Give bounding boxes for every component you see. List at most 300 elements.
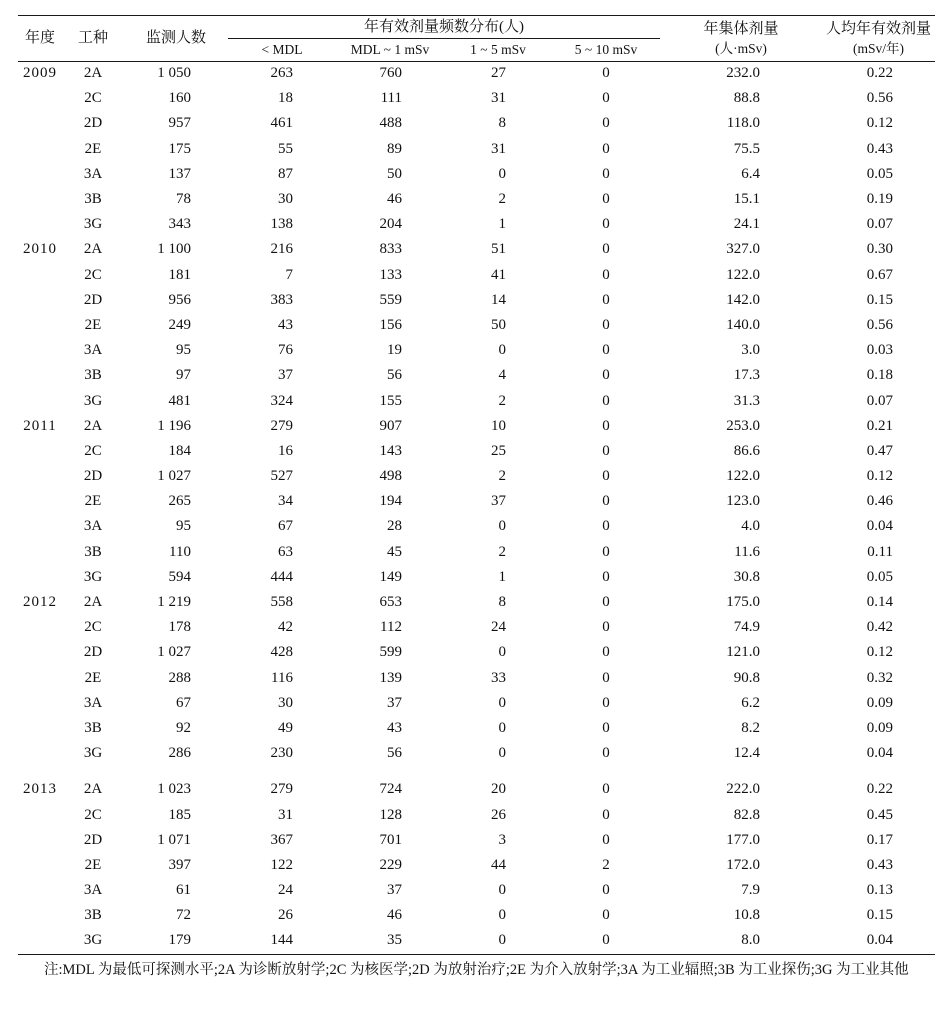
cell-5-to-10msv: 0 bbox=[602, 619, 610, 636]
cell-per-capita-dose: 0.12 bbox=[866, 115, 893, 132]
cell-5-to-10msv: 0 bbox=[602, 165, 610, 182]
cell-mdl-to-1msv: 833 bbox=[379, 241, 402, 258]
cell-year: 2009 bbox=[23, 65, 57, 82]
cell-5-to-10msv: 0 bbox=[602, 518, 610, 535]
cell-work-type: 3G bbox=[83, 745, 103, 762]
cell-per-capita-dose: 0.11 bbox=[867, 543, 893, 560]
cell-mdl-to-1msv: 112 bbox=[380, 619, 402, 636]
cell-mdl-to-1msv: 724 bbox=[379, 781, 402, 798]
cell-collective-dose: 123.0 bbox=[726, 493, 760, 510]
cell-collective-dose: 121.0 bbox=[726, 644, 760, 661]
cell-per-capita-dose: 0.12 bbox=[866, 468, 893, 485]
cell-1-to-5msv: 20 bbox=[491, 781, 506, 798]
cell-per-capita-dose: 0.22 bbox=[866, 781, 893, 798]
cell-collective-dose: 140.0 bbox=[726, 316, 760, 333]
cell-mdl-to-1msv: 498 bbox=[379, 468, 402, 485]
table-row bbox=[18, 514, 935, 539]
cell-5-to-10msv: 0 bbox=[602, 65, 610, 82]
cell-per-capita-dose: 0.67 bbox=[866, 266, 893, 283]
cell-work-type: 2C bbox=[84, 619, 102, 636]
cell-below-mdl: 138 bbox=[270, 216, 293, 233]
cell-work-type: 3B bbox=[84, 191, 102, 208]
cell-5-to-10msv: 0 bbox=[602, 468, 610, 485]
cell-year: 2010 bbox=[23, 241, 57, 258]
cell-below-mdl: 31 bbox=[278, 806, 293, 823]
cell-monitored-count: 110 bbox=[169, 543, 191, 560]
cell-work-type: 2C bbox=[84, 806, 102, 823]
cell-mdl-to-1msv: 37 bbox=[387, 882, 402, 899]
cell-work-type: 3A bbox=[83, 342, 103, 359]
cell-1-to-5msv: 0 bbox=[498, 719, 506, 736]
cell-per-capita-dose: 0.04 bbox=[866, 932, 893, 949]
cell-mdl-to-1msv: 155 bbox=[379, 392, 402, 409]
cell-5-to-10msv: 0 bbox=[602, 907, 610, 924]
cell-1-to-5msv: 0 bbox=[498, 644, 506, 661]
cell-1-to-5msv: 0 bbox=[498, 745, 506, 762]
cell-work-type: 2D bbox=[83, 115, 103, 132]
cell-5-to-10msv: 0 bbox=[602, 806, 610, 823]
cell-per-capita-dose: 0.12 bbox=[866, 644, 893, 661]
cell-5-to-10msv: 0 bbox=[602, 291, 610, 308]
cell-below-mdl: 67 bbox=[278, 518, 293, 535]
cell-per-capita-dose: 0.07 bbox=[866, 216, 893, 233]
cell-5-to-10msv: 0 bbox=[602, 669, 610, 686]
cell-1-to-5msv: 10 bbox=[491, 417, 506, 434]
cell-1-to-5msv: 50 bbox=[491, 316, 506, 333]
cell-below-mdl: 444 bbox=[270, 568, 293, 585]
cell-1-to-5msv: 0 bbox=[498, 518, 506, 535]
cell-collective-dose: 90.8 bbox=[733, 669, 760, 686]
cell-1-to-5msv: 4 bbox=[498, 367, 506, 384]
cell-5-to-10msv: 0 bbox=[602, 241, 610, 258]
cell-5-to-10msv: 0 bbox=[602, 594, 610, 611]
cell-5-to-10msv: 0 bbox=[602, 694, 610, 711]
cell-per-capita-dose: 0.43 bbox=[866, 140, 893, 157]
table-row bbox=[18, 111, 935, 136]
cell-monitored-count: 288 bbox=[168, 669, 191, 686]
table-row bbox=[18, 741, 935, 766]
cell-collective-dose: 6.2 bbox=[741, 694, 760, 711]
table-row bbox=[18, 212, 935, 237]
cell-monitored-count: 1 023 bbox=[157, 781, 191, 798]
cell-work-type: 3B bbox=[84, 367, 102, 384]
cell-5-to-10msv: 0 bbox=[602, 745, 610, 762]
cell-monitored-count: 92 bbox=[176, 719, 191, 736]
cell-1-to-5msv: 27 bbox=[491, 65, 506, 82]
cell-collective-dose: 10.8 bbox=[733, 907, 760, 924]
cell-year: 2011 bbox=[23, 417, 57, 434]
cell-1-to-5msv: 1 bbox=[498, 568, 506, 585]
cell-per-capita-dose: 0.15 bbox=[866, 907, 893, 924]
cell-below-mdl: 279 bbox=[270, 781, 293, 798]
cell-monitored-count: 78 bbox=[176, 191, 191, 208]
cell-collective-dose: 222.0 bbox=[726, 781, 760, 798]
cell-below-mdl: 16 bbox=[278, 442, 293, 459]
cell-work-type: 2E bbox=[84, 669, 102, 686]
cell-below-mdl: 279 bbox=[270, 417, 293, 434]
cell-1-to-5msv: 31 bbox=[491, 90, 506, 107]
cell-1-to-5msv: 33 bbox=[491, 669, 506, 686]
year-group bbox=[18, 414, 935, 590]
cell-below-mdl: 63 bbox=[278, 543, 293, 560]
header-per-capita-dose bbox=[822, 16, 935, 61]
cell-below-mdl: 42 bbox=[278, 619, 293, 636]
cell-per-capita-dose: 0.05 bbox=[866, 568, 893, 585]
cell-collective-dose: 4.0 bbox=[741, 518, 760, 535]
cell-below-mdl: 37 bbox=[278, 367, 293, 384]
cell-mdl-to-1msv: 37 bbox=[387, 694, 402, 711]
cell-work-type: 2A bbox=[83, 594, 103, 611]
cell-mdl-to-1msv: 46 bbox=[387, 907, 402, 924]
cell-per-capita-dose: 0.03 bbox=[866, 342, 893, 359]
cell-per-capita-dose: 0.46 bbox=[866, 493, 893, 510]
cell-monitored-count: 95 bbox=[176, 518, 191, 535]
table-row bbox=[18, 86, 935, 111]
cell-monitored-count: 594 bbox=[168, 568, 191, 585]
cell-below-mdl: 43 bbox=[278, 316, 293, 333]
cell-monitored-count: 184 bbox=[168, 442, 191, 459]
cell-collective-dose: 15.1 bbox=[733, 191, 760, 208]
cell-monitored-count: 1 219 bbox=[157, 594, 191, 611]
cell-1-to-5msv: 24 bbox=[491, 619, 506, 636]
cell-per-capita-dose: 0.14 bbox=[866, 594, 893, 611]
cell-work-type: 3B bbox=[84, 719, 102, 736]
cell-collective-dose: 232.0 bbox=[726, 65, 760, 82]
cell-1-to-5msv: 1 bbox=[498, 216, 506, 233]
cell-mdl-to-1msv: 56 bbox=[387, 745, 402, 762]
cell-5-to-10msv: 0 bbox=[602, 115, 610, 132]
cell-mdl-to-1msv: 149 bbox=[379, 568, 402, 585]
cell-5-to-10msv: 0 bbox=[602, 493, 610, 510]
cell-collective-dose: 74.9 bbox=[733, 619, 760, 636]
cell-collective-dose: 75.5 bbox=[733, 140, 760, 157]
cell-5-to-10msv: 0 bbox=[602, 442, 610, 459]
cell-monitored-count: 265 bbox=[168, 493, 191, 510]
cell-work-type: 2A bbox=[83, 65, 103, 82]
table-row bbox=[18, 137, 935, 162]
cell-below-mdl: 26 bbox=[278, 907, 293, 924]
cell-work-type: 2C bbox=[84, 266, 102, 283]
cell-below-mdl: 144 bbox=[270, 932, 293, 949]
cell-per-capita-dose: 0.15 bbox=[866, 291, 893, 308]
cell-work-type: 2C bbox=[84, 90, 102, 107]
cell-mdl-to-1msv: 43 bbox=[387, 719, 402, 736]
cell-5-to-10msv: 0 bbox=[602, 216, 610, 233]
header-per-capita-dose-title: 人均年有效剂量 bbox=[825, 20, 931, 37]
cell-below-mdl: 18 bbox=[278, 90, 293, 107]
table-row bbox=[18, 903, 935, 928]
cell-mdl-to-1msv: 559 bbox=[379, 291, 402, 308]
cell-work-type: 2C bbox=[84, 442, 102, 459]
table-row bbox=[18, 691, 935, 716]
cell-work-type: 2A bbox=[83, 781, 103, 798]
cell-collective-dose: 31.3 bbox=[733, 392, 760, 409]
cell-below-mdl: 367 bbox=[270, 831, 293, 848]
cell-below-mdl: 324 bbox=[270, 392, 293, 409]
cell-monitored-count: 95 bbox=[176, 342, 191, 359]
table-row bbox=[18, 615, 935, 640]
cell-below-mdl: 383 bbox=[270, 291, 293, 308]
cell-1-to-5msv: 37 bbox=[491, 493, 506, 510]
cell-1-to-5msv: 0 bbox=[498, 694, 506, 711]
cell-collective-dose: 8.2 bbox=[741, 719, 760, 736]
cell-below-mdl: 24 bbox=[278, 882, 293, 899]
cell-monitored-count: 1 071 bbox=[157, 831, 191, 848]
cell-mdl-to-1msv: 701 bbox=[379, 831, 402, 848]
cell-collective-dose: 327.0 bbox=[726, 241, 760, 258]
cell-below-mdl: 263 bbox=[270, 65, 293, 82]
cell-work-type: 2D bbox=[83, 644, 103, 661]
table-row bbox=[18, 640, 935, 665]
cell-per-capita-dose: 0.18 bbox=[866, 367, 893, 384]
cell-collective-dose: 253.0 bbox=[726, 417, 760, 434]
cell-monitored-count: 67 bbox=[176, 694, 191, 711]
cell-monitored-count: 1 196 bbox=[157, 417, 191, 434]
cell-below-mdl: 34 bbox=[278, 493, 293, 510]
cell-monitored-count: 97 bbox=[176, 367, 191, 384]
table-row bbox=[18, 853, 935, 878]
cell-monitored-count: 1 027 bbox=[157, 644, 191, 661]
cell-5-to-10msv: 2 bbox=[602, 856, 610, 873]
cell-year: 2013 bbox=[23, 781, 57, 798]
cell-work-type: 2E bbox=[84, 140, 102, 157]
cell-work-type: 3A bbox=[83, 518, 103, 535]
cell-collective-dose: 142.0 bbox=[726, 291, 760, 308]
cell-work-type: 2D bbox=[83, 291, 103, 308]
cell-1-to-5msv: 26 bbox=[491, 806, 506, 823]
cell-below-mdl: 30 bbox=[278, 191, 293, 208]
cell-per-capita-dose: 0.19 bbox=[866, 191, 893, 208]
cell-work-type: 2A bbox=[83, 417, 103, 434]
cell-collective-dose: 6.4 bbox=[741, 165, 760, 182]
cell-mdl-to-1msv: 19 bbox=[387, 342, 402, 359]
cell-monitored-count: 181 bbox=[168, 266, 191, 283]
cell-1-to-5msv: 0 bbox=[498, 165, 506, 182]
cell-monitored-count: 286 bbox=[168, 745, 191, 762]
cell-work-type: 3G bbox=[83, 216, 103, 233]
cell-monitored-count: 1 100 bbox=[157, 241, 191, 258]
cell-collective-dose: 7.9 bbox=[741, 882, 760, 899]
header-collective-dose-unit: (人·mSv) bbox=[715, 40, 767, 56]
cell-below-mdl: 116 bbox=[271, 669, 293, 686]
table-row bbox=[18, 777, 935, 802]
cell-monitored-count: 397 bbox=[168, 856, 191, 873]
cell-below-mdl: 216 bbox=[270, 241, 293, 258]
header-dose-distribution: 年有效剂量频数分布(人) bbox=[364, 18, 524, 35]
cell-monitored-count: 185 bbox=[168, 806, 191, 823]
cell-1-to-5msv: 0 bbox=[498, 907, 506, 924]
table-row bbox=[18, 237, 935, 262]
table-row bbox=[18, 666, 935, 691]
cell-below-mdl: 76 bbox=[278, 342, 293, 359]
cell-mdl-to-1msv: 599 bbox=[379, 644, 402, 661]
cell-monitored-count: 72 bbox=[176, 907, 191, 924]
header-year: 年度 bbox=[24, 29, 55, 46]
cell-collective-dose: 88.8 bbox=[733, 90, 760, 107]
cell-per-capita-dose: 0.21 bbox=[866, 417, 893, 434]
table-row bbox=[18, 565, 935, 590]
cell-collective-dose: 122.0 bbox=[726, 266, 760, 283]
cell-1-to-5msv: 51 bbox=[491, 241, 506, 258]
cell-5-to-10msv: 0 bbox=[602, 342, 610, 359]
cell-per-capita-dose: 0.05 bbox=[866, 165, 893, 182]
cell-below-mdl: 122 bbox=[270, 856, 293, 873]
header-per-capita-dose-unit: (mSv/年) bbox=[852, 40, 904, 56]
cell-5-to-10msv: 0 bbox=[602, 568, 610, 585]
cell-per-capita-dose: 0.42 bbox=[866, 619, 893, 636]
cell-work-type: 2E bbox=[84, 316, 102, 333]
table-row bbox=[18, 590, 935, 615]
cell-5-to-10msv: 0 bbox=[602, 644, 610, 661]
cell-per-capita-dose: 0.07 bbox=[866, 392, 893, 409]
header-monitored-count: 监测人数 bbox=[145, 29, 206, 46]
cell-work-type: 3B bbox=[84, 907, 102, 924]
cell-1-to-5msv: 3 bbox=[498, 831, 506, 848]
cell-work-type: 3A bbox=[83, 882, 103, 899]
cell-monitored-count: 178 bbox=[168, 619, 191, 636]
cell-mdl-to-1msv: 143 bbox=[379, 442, 402, 459]
table-row bbox=[18, 878, 935, 903]
header-collective-dose bbox=[660, 16, 822, 61]
cell-per-capita-dose: 0.43 bbox=[866, 856, 893, 873]
table-row bbox=[18, 288, 935, 313]
cell-below-mdl: 7 bbox=[285, 266, 293, 283]
cell-below-mdl: 461 bbox=[270, 115, 293, 132]
cell-monitored-count: 343 bbox=[168, 216, 191, 233]
cell-5-to-10msv: 0 bbox=[602, 90, 610, 107]
cell-1-to-5msv: 44 bbox=[491, 856, 506, 873]
cell-work-type: 3G bbox=[83, 568, 103, 585]
cell-per-capita-dose: 0.47 bbox=[866, 442, 893, 459]
cell-1-to-5msv: 0 bbox=[498, 932, 506, 949]
cell-5-to-10msv: 0 bbox=[602, 140, 610, 157]
cell-mdl-to-1msv: 653 bbox=[379, 594, 402, 611]
cell-monitored-count: 957 bbox=[168, 115, 191, 132]
table-row bbox=[18, 828, 935, 853]
cell-mdl-to-1msv: 35 bbox=[387, 932, 402, 949]
table-row bbox=[18, 414, 935, 439]
cell-1-to-5msv: 41 bbox=[491, 266, 506, 283]
table-row bbox=[18, 802, 935, 827]
cell-below-mdl: 428 bbox=[270, 644, 293, 661]
cell-below-mdl: 527 bbox=[270, 468, 293, 485]
cell-collective-dose: 3.0 bbox=[741, 342, 760, 359]
cell-work-type: 3G bbox=[83, 392, 103, 409]
cell-work-type: 2E bbox=[84, 856, 102, 873]
cell-mdl-to-1msv: 194 bbox=[379, 493, 402, 510]
table-bottom-rule bbox=[18, 954, 935, 955]
header-mdl-to-1msv: MDL ~ 1 mSv bbox=[350, 42, 430, 57]
cell-1-to-5msv: 0 bbox=[498, 342, 506, 359]
cell-collective-dose: 17.3 bbox=[733, 367, 760, 384]
cell-per-capita-dose: 0.04 bbox=[866, 518, 893, 535]
cell-year: 2012 bbox=[23, 594, 57, 611]
header-below-mdl: < MDL bbox=[261, 42, 303, 57]
header-collective-dose-title: 年集体剂量 bbox=[703, 20, 779, 37]
cell-monitored-count: 179 bbox=[168, 932, 191, 949]
cell-mdl-to-1msv: 133 bbox=[379, 266, 402, 283]
table-row bbox=[18, 61, 935, 86]
cell-5-to-10msv: 0 bbox=[602, 781, 610, 798]
cell-mdl-to-1msv: 128 bbox=[379, 806, 402, 823]
cell-1-to-5msv: 25 bbox=[491, 442, 506, 459]
year-group bbox=[18, 590, 935, 766]
cell-work-type: 2D bbox=[83, 468, 103, 485]
table-row bbox=[18, 439, 935, 464]
cell-monitored-count: 61 bbox=[176, 882, 191, 899]
cell-per-capita-dose: 0.56 bbox=[866, 316, 893, 333]
cell-mdl-to-1msv: 760 bbox=[379, 65, 402, 82]
cell-monitored-count: 175 bbox=[168, 140, 191, 157]
cell-per-capita-dose: 0.09 bbox=[866, 719, 893, 736]
cell-collective-dose: 24.1 bbox=[733, 216, 760, 233]
cell-5-to-10msv: 0 bbox=[602, 719, 610, 736]
cell-monitored-count: 160 bbox=[168, 90, 191, 107]
table-row bbox=[18, 263, 935, 288]
cell-mdl-to-1msv: 45 bbox=[387, 543, 402, 560]
cell-below-mdl: 87 bbox=[278, 165, 293, 182]
table-body bbox=[18, 61, 935, 954]
cell-per-capita-dose: 0.17 bbox=[866, 831, 893, 848]
cell-work-type: 2D bbox=[83, 831, 103, 848]
cell-monitored-count: 956 bbox=[168, 291, 191, 308]
cell-per-capita-dose: 0.09 bbox=[866, 694, 893, 711]
cell-5-to-10msv: 0 bbox=[602, 392, 610, 409]
table-row bbox=[18, 338, 935, 363]
cell-mdl-to-1msv: 907 bbox=[379, 417, 402, 434]
cell-work-type: 3A bbox=[83, 165, 103, 182]
cell-collective-dose: 12.4 bbox=[733, 745, 760, 762]
cell-monitored-count: 1 050 bbox=[157, 65, 191, 82]
cell-5-to-10msv: 0 bbox=[602, 266, 610, 283]
table-row bbox=[18, 928, 935, 953]
cell-collective-dose: 82.8 bbox=[733, 806, 760, 823]
cell-monitored-count: 137 bbox=[168, 165, 191, 182]
cell-collective-dose: 118.0 bbox=[726, 115, 760, 132]
cell-5-to-10msv: 0 bbox=[602, 316, 610, 333]
cell-per-capita-dose: 0.04 bbox=[866, 745, 893, 762]
cell-1-to-5msv: 2 bbox=[498, 392, 506, 409]
cell-per-capita-dose: 0.32 bbox=[866, 669, 893, 686]
cell-monitored-count: 249 bbox=[168, 316, 191, 333]
cell-per-capita-dose: 0.13 bbox=[866, 882, 893, 899]
cell-mdl-to-1msv: 46 bbox=[387, 191, 402, 208]
cell-1-to-5msv: 8 bbox=[498, 594, 506, 611]
cell-mdl-to-1msv: 28 bbox=[387, 518, 402, 535]
cell-work-type: 3G bbox=[83, 932, 103, 949]
cell-work-type: 3A bbox=[83, 694, 103, 711]
table-row bbox=[18, 540, 935, 565]
table-row bbox=[18, 363, 935, 388]
cell-below-mdl: 230 bbox=[270, 745, 293, 762]
cell-1-to-5msv: 31 bbox=[491, 140, 506, 157]
cell-per-capita-dose: 0.22 bbox=[866, 65, 893, 82]
table-footnote: 注:MDL 为最低可探测水平;2A 为诊断放射学;2C 为核医学;2D 为放射治疗;2E 为介入放射学;3A 为工业辐照;3B 为工业探伤;3G 为工业其他 bbox=[44, 962, 909, 978]
cell-below-mdl: 49 bbox=[278, 719, 293, 736]
cell-5-to-10msv: 0 bbox=[602, 882, 610, 899]
cell-collective-dose: 122.0 bbox=[726, 468, 760, 485]
cell-collective-dose: 177.0 bbox=[726, 831, 760, 848]
cell-1-to-5msv: 14 bbox=[491, 291, 506, 308]
cell-mdl-to-1msv: 488 bbox=[379, 115, 402, 132]
cell-per-capita-dose: 0.45 bbox=[866, 806, 893, 823]
cell-below-mdl: 558 bbox=[270, 594, 293, 611]
cell-mdl-to-1msv: 50 bbox=[387, 165, 402, 182]
cell-1-to-5msv: 2 bbox=[498, 543, 506, 560]
table-row bbox=[18, 464, 935, 489]
cell-1-to-5msv: 2 bbox=[498, 468, 506, 485]
table-row bbox=[18, 313, 935, 338]
